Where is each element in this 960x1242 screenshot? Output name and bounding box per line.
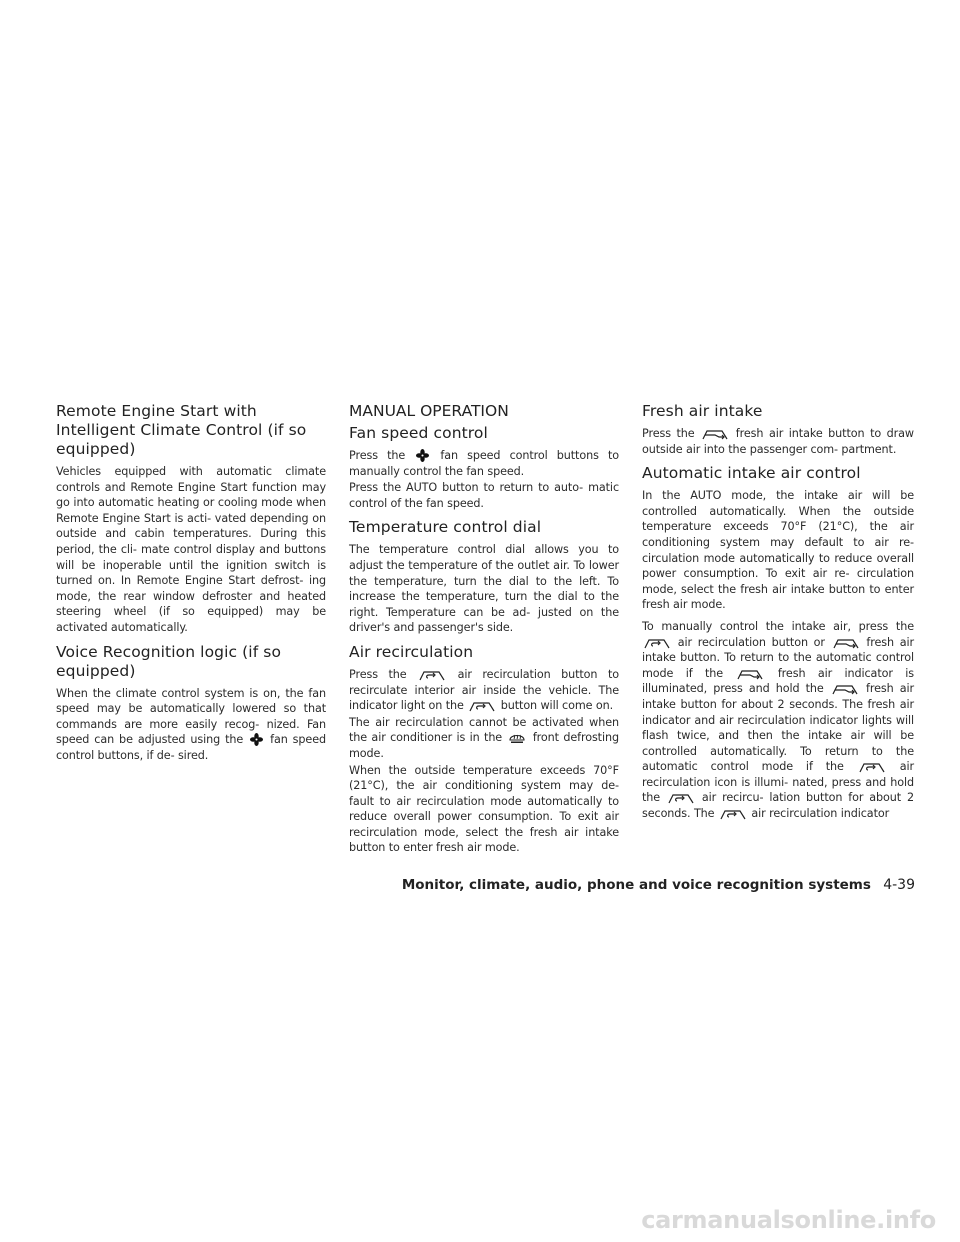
paragraph-temperature-control: The temperature control dial allows you to adjust the temperature of the outlet air. To lower the temperature, turn the dial to the left. To increase the temperature, turn the dial to the right. Temperature can be ad- justed on the driver's and passenger's side. [349, 543, 619, 635]
heading-manual-operation: MANUAL OPERATION [349, 402, 509, 420]
fan-icon [250, 733, 263, 746]
text-run: fresh air intake button to draw outside air into the passenger com- partment. [642, 427, 914, 456]
heading-temperature-control-dial: Temperature control dial [349, 518, 542, 537]
paragraph-air-recirculation-2 [349, 715, 619, 762]
paragraph-fan-speed-1 [349, 448, 619, 479]
paragraph-fan-speed-2: Press the AUTO button to return to auto- matic control of the fan speed. [349, 481, 619, 510]
text-run: air recirculation button or [677, 635, 825, 649]
heading-air-recirculation: Air recirculation [349, 642, 474, 661]
paragraph-air-recirculation-3: When the outside temperature exceeds 70°F (21°C), the air conditioning system may de- fault to air recirculation mode automatically to reduce overall power consumption. To exit air recirculation mode, select the fresh air intake button to enter fresh air mode. [349, 763, 619, 855]
text-run: fresh air intake button for about 2 seconds. The fresh air indicator and air recirculation indicator lights will flash twice, and then the intake air will be controlled automatically. To return to the automatic control mode if the [642, 682, 914, 774]
paragraph-remote-engine-start: Vehicles equipped with automatic climate controls and Remote Engine Start function may go into automatic heating or cooling mode when Remote Engine Start is acti- vated depending on outside and cabin temperatures. During this period, the cli- mate control display and buttons will be inoperable until the ignition switch is turned on. In Remote Engine Start defrost- ing mode, the rear window defroster and heated steering wheel (if so equipped) may be activated automatically. [56, 465, 326, 634]
text-run: air recirculation button to recirculate interior air inside the vehicle. The indicator light on the [349, 667, 619, 713]
text-run: air recircu- lation button for about 2 seconds. The [642, 791, 914, 821]
page-number: 4-39 [883, 877, 915, 893]
fresh-air-icon [833, 637, 859, 649]
paragraph-manual-intake [642, 619, 914, 822]
paragraph-air-recirculation-1 [349, 667, 619, 714]
air-recirculation-icon [469, 700, 495, 712]
paragraph-fresh-air-intake [642, 426, 914, 457]
page-footer [0, 877, 915, 893]
air-recirculation-icon [644, 637, 670, 649]
heading-fan-speed-control: Fan speed control [349, 424, 488, 442]
text-run: The air recirculation cannot be activated when the air conditioner is in the [349, 715, 619, 745]
fan-icon [416, 449, 429, 462]
fresh-air-icon [702, 428, 728, 440]
text-run: fresh air intake button. To return to the automatic control mode if the [642, 635, 914, 680]
column-left [56, 402, 326, 770]
air-recirculation-icon [720, 808, 746, 820]
text-run: To manually control the intake air, press the [642, 619, 914, 633]
heading-voice-recognition: Voice Recognition logic (if so equipped) [56, 642, 282, 680]
text-run: When the climate control system is on, the fan speed may be automatically lowered so that commands are more easily recog- nized. Fan speed can be adjusted using the [56, 686, 326, 747]
heading-automatic-intake-air-control: Automatic intake air control [642, 464, 861, 483]
watermark: carmanualsonline.info [641, 1206, 936, 1234]
air-recirculation-icon [859, 761, 885, 773]
text-run: fan speed control buttons to manually control the fan speed. [349, 449, 619, 478]
fresh-air-icon [737, 668, 763, 680]
column-middle [349, 402, 619, 862]
air-recirculation-icon [419, 669, 445, 681]
text-run: button will come on. [500, 699, 614, 713]
air-recirculation-icon [668, 792, 694, 804]
paragraph-voice-recognition [56, 686, 326, 764]
heading-fresh-air-intake: Fresh air intake [642, 402, 763, 420]
text-run: fan speed control buttons, if de- sired. [56, 733, 326, 762]
text-run: front defrosting mode. [349, 731, 619, 760]
column-right [642, 402, 914, 828]
text-run: Press the [349, 667, 407, 681]
text-run: air recirculation indicator [751, 807, 890, 821]
text-run: Press the [642, 427, 695, 440]
fresh-air-icon [832, 683, 858, 695]
text-run: air recirculation icon is illumi- nated, press and hold the [642, 760, 914, 805]
heading-remote-engine-start: Remote Engine Start with Intelligent Climate Control (if so equipped) [56, 402, 307, 458]
footer-section-title: Monitor, climate, audio, phone and voice recognition systems [401, 877, 871, 893]
text-run: fresh air indicator is illuminated, press and hold the [642, 666, 914, 696]
text-run: Press the [349, 449, 406, 462]
paragraph-automatic-intake: In the AUTO mode, the intake air will be controlled automatically. When the outside temperature exceeds 70°F (21°C), the air conditioning system may default to air re- circulation mode automatically to reduce overall power consumption. To exit air re- circulation mode, select the fresh air intake button to enter fresh air mode. [642, 489, 914, 612]
front-defrost-icon [508, 730, 526, 744]
